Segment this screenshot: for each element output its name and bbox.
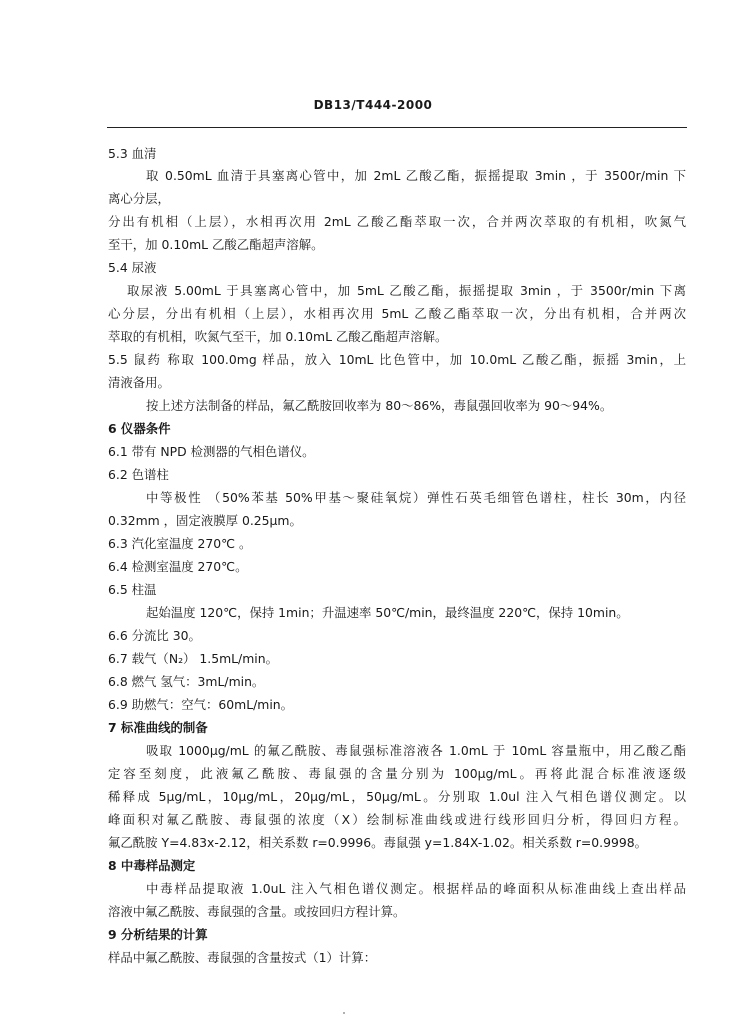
section-5-5-line: 5.5 鼠药 称取 100.0mg 样品，放入 10mL 比色管中，加 10.0mL 乙酸乙酯，振摇 3min，上 (108, 352, 686, 367)
section-8-heading: 8 中毒样品测定 (108, 858, 196, 873)
text-line: 氟乙酰胺 Y=4.83x-2.12，相关系数 r=0.9996。毒鼠强 y=1.84X-1.02。相关系数 r=0.9998。 (108, 835, 648, 850)
header-rule (107, 127, 687, 128)
section-6-9-line: 6.9 助燃气：空气：60mL/min。 (108, 697, 294, 712)
text-line: 峰面积对氟乙酰胺、毒鼠强的浓度（X）绘制标准曲线或进行线形回归分析，得回归方程。 (108, 812, 686, 827)
section-6-7-line: 6.7 载气（N₂） 1.5mL/min。 (108, 651, 278, 666)
text-line: 溶液中氟乙酰胺、毒鼠强的含量。或按回归方程计算。 (108, 904, 406, 919)
section-5-4-heading: 5.4 尿液 (108, 260, 157, 275)
scan-speck (343, 1012, 345, 1014)
section-6-3-line: 6.3 汽化室温度 270℃ 。 (108, 536, 252, 551)
page-header-code: DB13/T444-2000 (313, 98, 433, 112)
text-line: 萃取的有机相，吹氮气至干，加 0.10mL 乙酸乙酯超声溶解。 (108, 329, 448, 344)
section-6-6-line: 6.6 分流比 30。 (108, 628, 201, 643)
section-6-2-heading: 6.2 色谱柱 (108, 467, 169, 482)
text-line: 中等极性 （50%苯基 50%甲基～聚硅氧烷）弹性石英毛细管色谱柱，柱长 30m，内径 (146, 490, 686, 505)
text-line: 至干，加 0.10mL 乙酸乙酯超声溶解。 (108, 237, 324, 252)
text-line: 取尿液 5.00mL 于具塞离心管中，加 5mL 乙酸乙酯，振摇提取 3min ，于 3500r/min 下离 (127, 283, 686, 298)
section-6-4-line: 6.4 检测室温度 270℃。 (108, 559, 248, 574)
text-line: 定容至刻度，此液氟乙酰胺、毒鼠强的含量分别为 100μg/mL。再将此混合标准液逐级 (108, 766, 686, 781)
section-9-heading: 9 分析结果的计算 (108, 927, 208, 942)
text-line: 中毒样品提取液 1.0uL 注入气相色谱仪测定。根据样品的峰面积从标准曲线上查出样品 (146, 881, 686, 896)
text-line: 清液备用。 (108, 375, 170, 390)
section-7-heading: 7 标准曲线的制备 (108, 720, 208, 735)
text-line: 稀释成 5μg/mL，10μg/mL，20μg/mL，50μg/mL。分别取 1.0ul 注入气相色谱仪测定。以 (108, 789, 686, 804)
text-line: 0.32mm ，固定液膜厚 0.25μm。 (108, 513, 302, 528)
text-line: 心分层，分出有机相（上层），水相再次用 5mL 乙酸乙酯萃取一次，分出有机相，合并两次 (108, 306, 686, 321)
text-line: 分出有机相（上层），水相再次用 2mL 乙酸乙酯萃取一次，合并两次萃取的有机相，吹氮气 (108, 214, 686, 229)
text-line: 按上述方法制备的样品，氟乙酰胺回收率为 80～86%，毒鼠强回收率为 90～94%。 (146, 398, 613, 413)
section-5-3-heading: 5.3 血清 (108, 146, 157, 161)
section-6-heading: 6 仪器条件 (108, 421, 171, 436)
text-line: 取 0.50mL 血清于具塞离心管中，加 2mL 乙酸乙酯，振摇提取 3min ，于 3500r/min 下 (146, 168, 686, 183)
text-line: 起始温度 120℃，保持 1min；升温速率 50℃/min，最终温度 220℃，保持 10min。 (146, 605, 629, 620)
section-6-1-line: 6.1 带有 NPD 检测器的气相色谱仪。 (108, 444, 315, 459)
text-line: 样品中氟乙酰胺、毒鼠强的含量按式（1）计算： (108, 950, 377, 965)
text-line: 离心分层， (108, 191, 170, 206)
text-line: 吸取 1000μg/mL 的氟乙酰胺、毒鼠强标准溶液各 1.0mL 于 10mL 容量瓶中，用乙酸乙酯 (146, 743, 686, 758)
section-6-5-heading: 6.5 柱温 (108, 582, 157, 597)
section-6-8-line: 6.8 燃气 氢气：3mL/min。 (108, 674, 265, 689)
